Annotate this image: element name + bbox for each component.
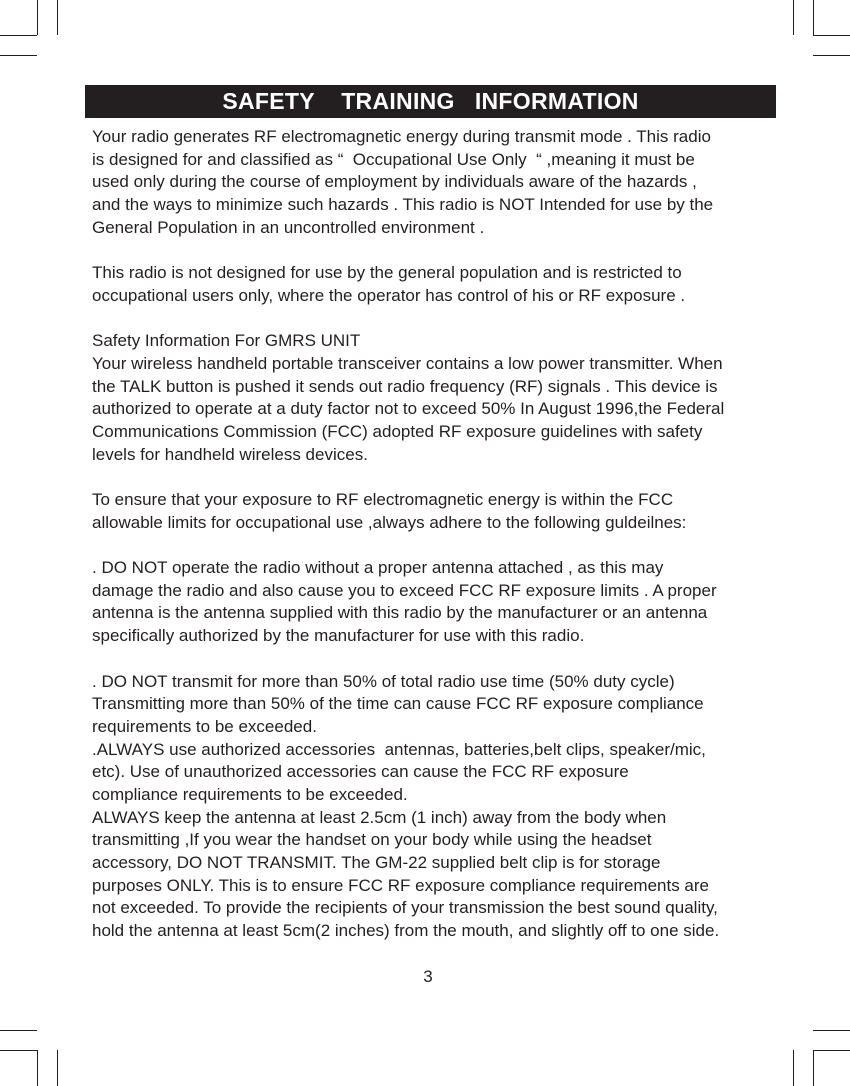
text-line: and the ways to minimize such hazards . This radio is NOT Intended for use by the — [92, 195, 714, 215]
crop-mark-top-left-horizontal — [0, 35, 37, 36]
crop-mark-top-left-vertical — [37, 0, 38, 35]
text-line: . DO NOT transmit for more than 50% of total radio use time (50% duty cycle) — [92, 671, 675, 691]
text-line: . DO NOT operate the radio without a proper antenna attached , as this may — [92, 558, 664, 578]
text-line: allowable limits for occupational use ,always adhere to the following guldeilnes: — [92, 512, 687, 532]
text-line: hold the antenna at least 5cm(2 inches) from the mouth, and slightly off to one side. — [92, 921, 720, 941]
section-title: SAFETY TRAINING INFORMATION — [222, 88, 639, 114]
crop-mark-top-left-horizontal-inner — [0, 55, 37, 56]
crop-mark-bottom-left-vertical-inner — [57, 1050, 58, 1086]
text-line: is designed for and classified as “ Occupational Use Only “ ,meaning it must be — [92, 149, 695, 169]
text-line: .ALWAYS use authorized accessories antennas, batteries,belt clips, speaker/mic, — [92, 739, 706, 759]
text-line: purposes ONLY. This is to ensure FCC RF exposure compliance requirements are — [92, 875, 709, 895]
document-body — [92, 126, 782, 943]
paragraph-spacer — [92, 308, 782, 331]
paragraph-not-general-population — [92, 262, 782, 307]
text-line: damage the radio and also cause you to exceed FCC RF exposure limits . A proper — [92, 580, 717, 600]
crop-mark-bottom-left-horizontal-inner — [0, 1030, 37, 1031]
text-line: used only during the course of employment by individuals aware of the hazards , — [92, 172, 697, 192]
crop-mark-bottom-right-horizontal-inner — [813, 1030, 850, 1031]
text-line: ALWAYS keep the antenna at least 2.5cm (1 inch) away from the body when — [92, 807, 667, 827]
text-line: etc). Use of unauthorized accessories can cause the FCC RF exposure — [92, 762, 629, 782]
text-line: the TALK button is pushed it sends out radio frequency (RF) signals . This device is — [92, 376, 718, 396]
paragraph-transmit-guidelines — [92, 671, 782, 943]
crop-mark-bottom-right-vertical — [813, 1050, 814, 1086]
text-line: Your wireless handheld portable transceiver contains a low power transmitter. When — [92, 353, 723, 373]
crop-mark-top-right-vertical-inner — [793, 0, 794, 35]
paragraph-rf-energy — [92, 126, 782, 239]
text-line: This radio is not designed for use by the general population and is restricted to — [92, 263, 682, 283]
page-number: 3 — [423, 967, 433, 986]
text-line: To ensure that your exposure to RF electromagnetic energy is within the FCC — [92, 490, 674, 509]
crop-mark-bottom-right-horizontal — [813, 1050, 850, 1051]
text-line: occupational users only, where the operator has control of his or RF exposure . — [92, 285, 686, 305]
paragraph-spacer — [92, 648, 782, 671]
text-line: Transmitting more than 50% of the time can cause FCC RF exposure compliance — [92, 694, 704, 714]
crop-mark-top-right-horizontal — [813, 35, 850, 36]
crop-mark-top-right-horizontal-inner — [813, 55, 850, 56]
text-line: compliance requirements to be exceeded. — [92, 784, 408, 804]
crop-mark-bottom-left-vertical — [37, 1050, 38, 1086]
text-line: specifically authorized by the manufacturer for use with this radio. — [92, 626, 585, 646]
text-line: not exceeded. To provide the recipients of your transmission the best sound quality, — [92, 898, 718, 918]
text-line: antenna is the antenna supplied with this radio by the manufacturer or an antenna — [92, 603, 708, 623]
paragraph-antenna-warning — [92, 557, 782, 648]
text-line: Safety Information For GMRS UNIT — [92, 331, 361, 351]
paragraph-spacer — [92, 534, 782, 557]
text-line: General Population in an uncontrolled environment . — [92, 217, 485, 237]
text-line: Communications Commission (FCC) adopted RF exposure guidelines with safety — [92, 421, 703, 441]
paragraph-gmrs-safety — [92, 330, 782, 466]
text-line: Your radio generates RF electromagnetic energy during transmit mode . This radio — [92, 127, 711, 146]
text-line: transmitting ,If you wear the handset on your body while using the headset — [92, 830, 652, 850]
paragraph-exposure-limits — [92, 489, 782, 534]
paragraph-spacer — [92, 466, 782, 489]
crop-mark-top-left-vertical-inner — [57, 0, 58, 35]
crop-mark-top-right-vertical — [813, 0, 814, 35]
text-line: levels for handheld wireless devices. — [92, 444, 368, 464]
text-line: requirements to be exceeded. — [92, 716, 317, 736]
paragraph-spacer — [92, 239, 782, 262]
text-line: authorized to operate at a duty factor not to exceed 50% In August 1996,the Federal — [92, 399, 725, 419]
section-title-bar — [85, 85, 776, 118]
text-line: accessory, DO NOT TRANSMIT. The GM-22 supplied belt clip is for storage — [92, 853, 661, 872]
crop-mark-bottom-right-vertical-inner — [793, 1050, 794, 1086]
crop-mark-bottom-left-horizontal — [0, 1050, 37, 1051]
